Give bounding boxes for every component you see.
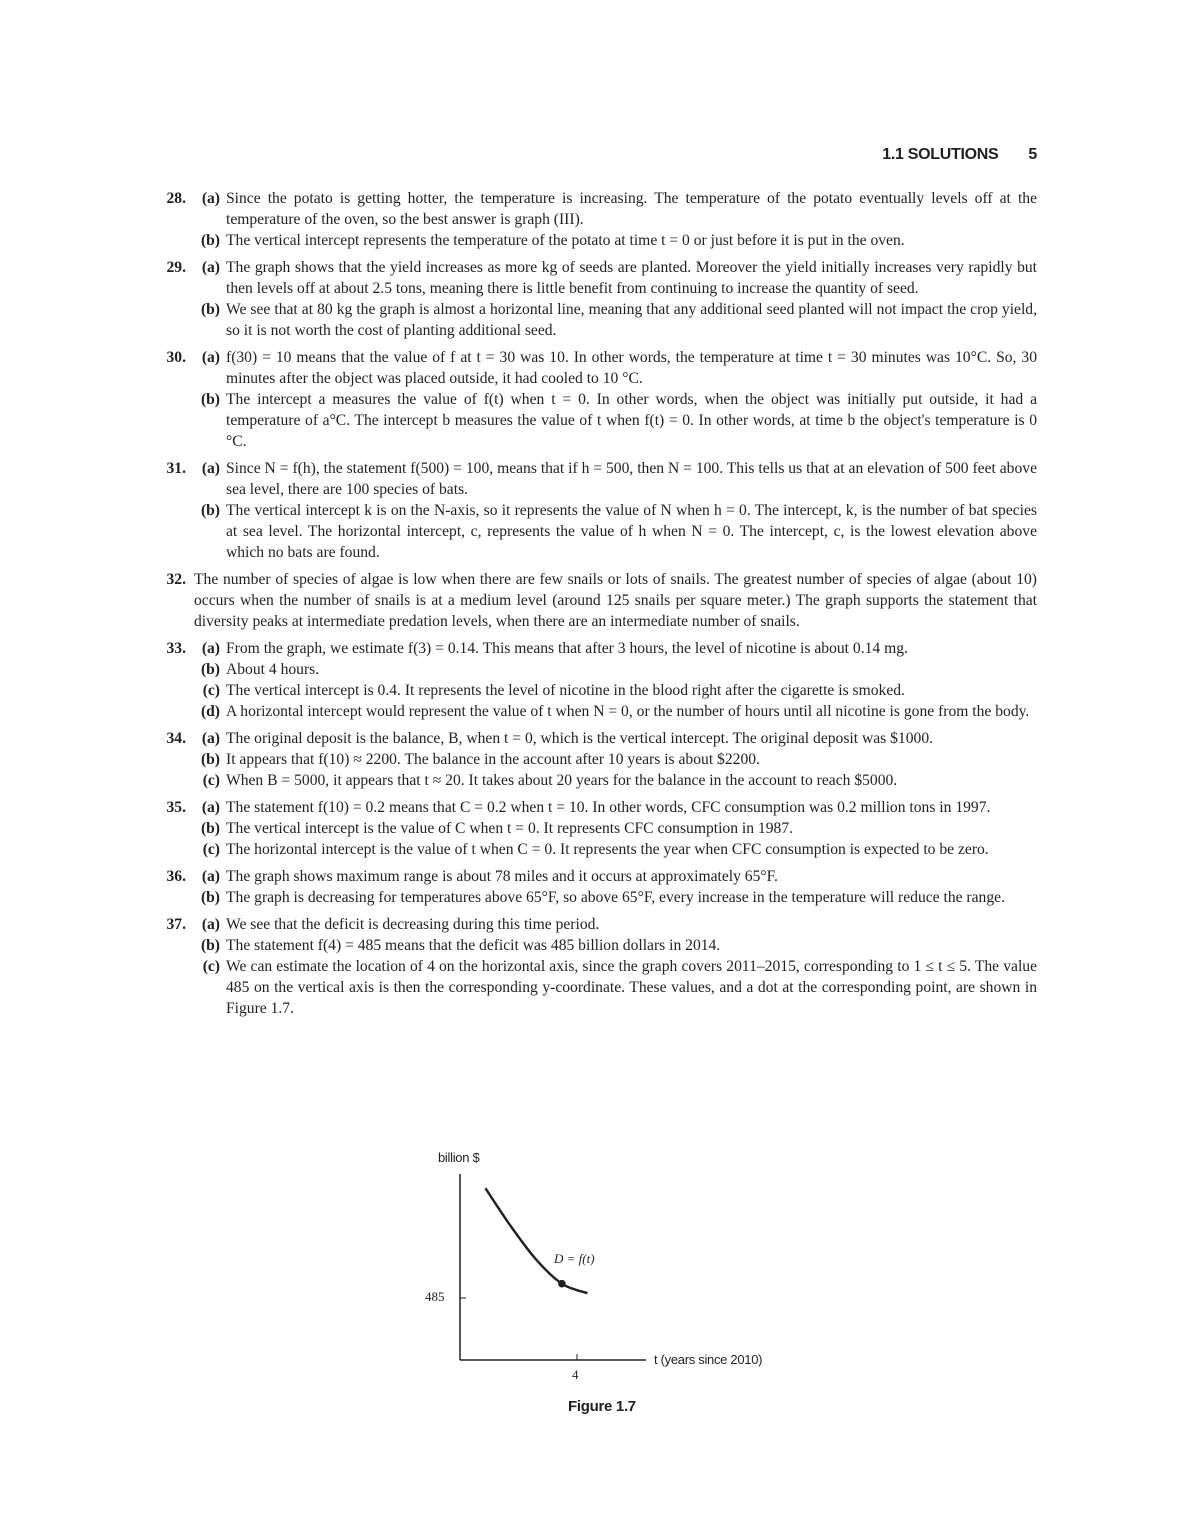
problem <box>152 866 1037 908</box>
problem-number: 31. <box>166 460 186 477</box>
problem-part <box>194 299 1037 341</box>
problem <box>152 638 1037 722</box>
problem <box>152 797 1037 860</box>
problem-part <box>194 749 1037 770</box>
problem-part <box>194 935 1037 956</box>
part-text: The vertical intercept is the value of C when t = 0. It represents CFC consumption in 1987. <box>226 820 794 837</box>
part-label: (c) <box>202 682 220 699</box>
part-label: (b) <box>200 301 220 318</box>
problem-part <box>194 839 1037 860</box>
problem <box>152 188 1037 251</box>
part-label: (b) <box>200 820 220 837</box>
part-label: (a) <box>201 460 220 477</box>
problem-number: 32. <box>166 571 186 588</box>
part-text: The vertical intercept is 0.4. It represents the level of nicotine in the blood right after the cigarette is smoked. <box>226 682 905 699</box>
part-text: Since N = f(h), the statement f(500) = 100, means that if h = 500, then N = 100. This tells us that at an elevation of 500 feet above sea level, there are 100 species of bats. <box>226 460 1037 498</box>
part-text: The vertical intercept k is on the N-axis, so it represents the value of N when h = 0. The intercept, k, is the number of bat species at sea level. The horizontal intercept, c, represents the value of h when N = 0. The intercept, c, is the lowest elevation above which no bats are found. <box>226 502 1037 561</box>
problem-part <box>194 866 1037 887</box>
problem-number: 34. <box>166 730 186 747</box>
problem-part <box>194 914 1037 935</box>
problem-part <box>194 770 1037 791</box>
part-label: (b) <box>200 889 220 906</box>
problem-part <box>194 347 1037 389</box>
problem-part <box>194 458 1037 500</box>
problem <box>152 914 1037 1019</box>
part-text: The graph shows maximum range is about 78 miles and it occurs at approximately 65°F. <box>226 868 778 885</box>
part-label: (a) <box>201 730 220 747</box>
problem-part <box>194 389 1037 452</box>
part-text: From the graph, we estimate f(3) = 0.14. This means that after 3 hours, the level of nicotine is about 0.14 mg. <box>226 640 908 657</box>
problem-number: 28. <box>166 190 186 207</box>
problem-part <box>194 956 1037 1019</box>
part-text: The statement f(10) = 0.2 means that C = 0.2 when t = 10. In other words, CFC consumption was 0.2 million tons in 1997. <box>226 799 991 816</box>
part-label: (a) <box>201 259 220 276</box>
problem-part <box>194 680 1037 701</box>
problem-part <box>194 500 1037 563</box>
part-label: (b) <box>200 232 220 249</box>
part-text: We see that at 80 kg the graph is almost a horizontal line, meaning that any additional seed planted will not impact the crop yield, so it is not worth the cost of planting additional seed. <box>226 301 1037 339</box>
point-4-485 <box>558 1280 566 1288</box>
part-label: (a) <box>201 349 220 366</box>
section-title: 1.1 SOLUTIONS <box>882 146 999 163</box>
curve-label: D = f(t) <box>554 1251 595 1266</box>
part-text: The statement f(4) = 485 means that the deficit was 485 billion dollars in 2014. <box>226 937 721 954</box>
part-text: The horizontal intercept is the value of t when C = 0. It represents the year when CFC consumption is expected to be zero. <box>226 841 989 858</box>
problem-text: The number of species of algae is low when there are few snails or lots of snails. The greatest number of species of algae (about 10) occurs when the number of snails is at a medium level (around 125 snails per square meter.) The graph supports the statement that diversity peaks at intermediate predation levels, when there are an intermediate number of snails. <box>194 571 1037 630</box>
part-label: (a) <box>201 190 220 207</box>
running-header <box>0 146 1037 164</box>
part-label: (c) <box>202 841 220 858</box>
part-text: It appears that f(10) ≈ 2200. The balance in the account after 10 years is about $2200. <box>226 751 760 768</box>
part-label: (a) <box>201 799 220 816</box>
page-number: 5 <box>1028 146 1037 163</box>
part-label: (b) <box>200 661 220 678</box>
y-axis-label: billion $ <box>438 1150 480 1165</box>
part-label: (c) <box>202 772 220 789</box>
y-tick-label-485: 485 <box>425 1289 445 1304</box>
problem-part <box>194 188 1037 230</box>
part-text: The intercept a measures the value of f(t) when t = 0. In other words, when the object was initially put outside, it had a temperature of a°C. The intercept b measures the value of t when f(t) = 0. In other words, at time b the object's temperature is 0 °C. <box>226 391 1037 450</box>
problem-part <box>194 659 1037 680</box>
x-axis-label: t (years since 2010) <box>654 1352 763 1367</box>
problem-part <box>194 638 1037 659</box>
part-text: A horizontal intercept would represent the value of t when N = 0, or the number of hours until all nicotine is gone from the body. <box>226 703 1030 720</box>
part-label: (b) <box>200 937 220 954</box>
x-tick-label-4: 4 <box>572 1367 579 1382</box>
part-label: (a) <box>201 640 220 657</box>
problem <box>152 728 1037 791</box>
problem-number: 33. <box>166 640 186 657</box>
problem-part <box>194 797 1037 818</box>
problem-part <box>194 701 1037 722</box>
problem <box>152 458 1037 563</box>
figure-caption: Figure 1.7 <box>568 1398 636 1415</box>
part-text: We can estimate the location of 4 on the horizontal axis, since the graph covers 2011–2015, corresponding to 1 ≤ t ≤ 5. The value 485 on the vertical axis is then the corresponding y-coordinate. These values, and a dot at the corresponding point, are shown in Figure 1.7. <box>226 958 1037 1017</box>
part-label: (a) <box>201 916 220 933</box>
problem-part <box>194 818 1037 839</box>
solutions-body <box>152 188 1037 1025</box>
problem-number: 29. <box>166 259 186 276</box>
problem-part <box>194 230 1037 251</box>
part-text: We see that the deficit is decreasing during this time period. <box>226 916 600 933</box>
part-label: (c) <box>202 958 220 975</box>
part-text: The vertical intercept represents the temperature of the potato at time t = 0 or just before it is put in the oven. <box>226 232 905 249</box>
problem <box>152 569 1037 632</box>
part-text: The graph is decreasing for temperatures above 65°F, so above 65°F, every increase in the temperature will reduce the range. <box>226 889 1005 906</box>
part-text: Since the potato is getting hotter, the temperature is increasing. The temperature of the potato eventually levels off at the temperature of the oven, so the best answer is graph (III). <box>226 190 1037 228</box>
problem-number: 35. <box>166 799 186 816</box>
problem-part <box>194 257 1037 299</box>
part-label: (b) <box>200 751 220 768</box>
part-label: (b) <box>200 391 220 408</box>
problem-number: 36. <box>166 868 186 885</box>
part-label: (a) <box>201 868 220 885</box>
problem-number: 37. <box>166 916 186 933</box>
part-text: The graph shows that the yield increases as more kg of seeds are planted. Moreover the yield initially increases very rapidly but then levels off at about 2.5 tons, meaning there is little benefit from continuing to increase the quantity of seed. <box>226 259 1037 297</box>
problem-part <box>194 728 1037 749</box>
problem-number: 30. <box>166 349 186 366</box>
problem <box>152 347 1037 452</box>
part-text: f(30) = 10 means that the value of f at t = 30 was 10. In other words, the temperature at time t = 30 minutes was 10°C. So, 30 minutes after the object was placed outside, it had cooled to 10 °C. <box>226 349 1037 387</box>
problem <box>152 257 1037 341</box>
part-text: When B = 5000, it appears that t ≈ 20. It takes about 20 years for the balance in the account to reach $5000. <box>226 772 898 789</box>
part-text: About 4 hours. <box>226 661 320 678</box>
problem-part <box>194 887 1037 908</box>
part-text: The original deposit is the balance, B, when t = 0, which is the vertical intercept. The original deposit was $1000. <box>226 730 934 747</box>
deficit-curve <box>486 1188 588 1293</box>
figure-1-7 <box>400 1148 800 1438</box>
part-label: (b) <box>200 502 220 519</box>
part-label: (d) <box>200 703 220 720</box>
